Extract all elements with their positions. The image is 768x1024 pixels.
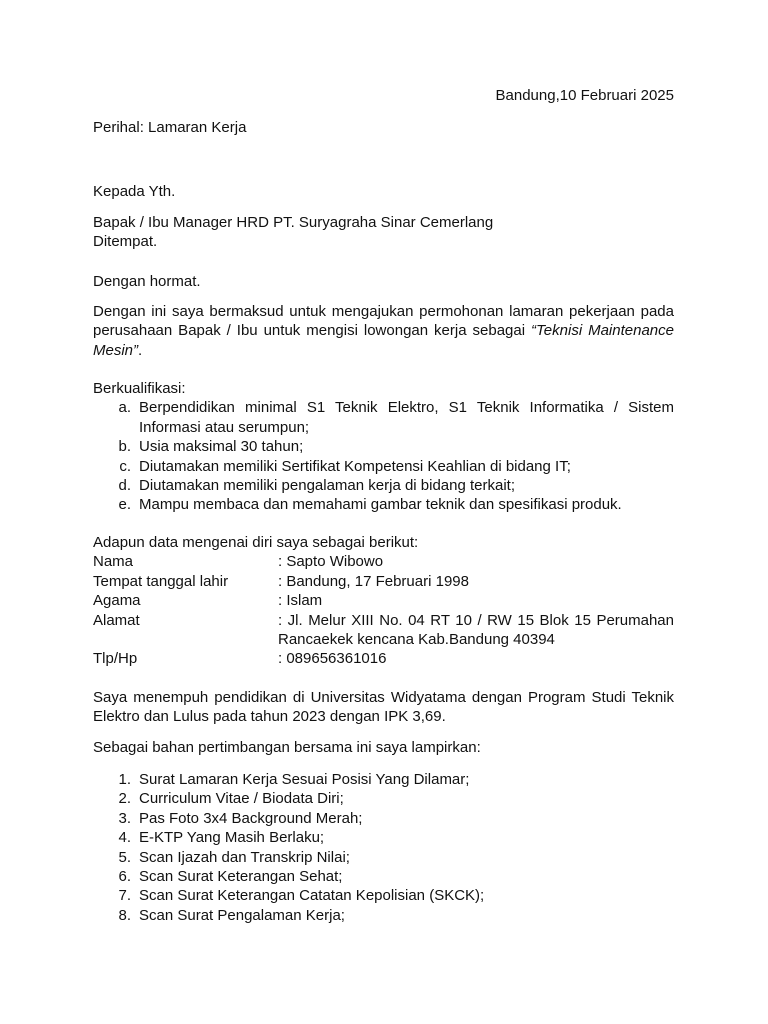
intro-text: Dengan ini saya bermaksud untuk mengajukan permohonan lamaran pekerjaan pada perusahaan Bapak / Ibu untuk mengisi lowongan kerja sebagai xyxy=(93,303,674,340)
list-marker: 6. xyxy=(118,868,131,886)
recipient-block xyxy=(93,213,674,252)
letter-date: Bandung,10 Februari 2025 xyxy=(495,87,674,104)
intro-paragraph xyxy=(93,302,674,360)
list-item-text: E-KTP Yang Masih Berlaku; xyxy=(139,829,325,847)
table-row xyxy=(93,649,674,668)
list-item-text: Usia maksimal 30 tahun; xyxy=(139,438,304,456)
recipient-place: Ditempat. xyxy=(93,233,158,251)
list-item-text: Diutamakan memiliki Sertifikat Kompetensi Keahlian di bidang IT; xyxy=(139,457,571,475)
data-value: : 089656361016 xyxy=(278,650,387,668)
list-marker: 7. xyxy=(118,887,131,905)
list-marker: a. xyxy=(118,399,131,417)
list-item xyxy=(93,867,674,886)
list-marker: e. xyxy=(118,496,131,514)
table-row xyxy=(93,611,674,650)
list-marker: b. xyxy=(118,438,131,456)
recipient-greeting: Kepada Yth. xyxy=(93,183,176,200)
list-item xyxy=(93,476,674,495)
data-label: Tlp/Hp xyxy=(93,650,138,668)
list-item xyxy=(93,809,674,828)
data-label: Tempat tanggal lahir xyxy=(93,572,229,590)
list-item xyxy=(93,770,674,789)
list-marker: 8. xyxy=(118,906,131,924)
personal-data-table xyxy=(93,552,674,668)
list-marker: 5. xyxy=(118,848,131,866)
data-value: : Jl. Melur XIII No. 04 RT 10 / RW 15 Blok 15 Perumahan Rancaekek kencana Kab.Bandung 40394 xyxy=(278,611,674,649)
list-item xyxy=(93,906,674,925)
list-marker: c. xyxy=(119,457,131,475)
personal-data-section xyxy=(93,533,674,669)
list-item xyxy=(93,398,674,437)
list-marker: 2. xyxy=(118,790,131,808)
list-item-text: Scan Surat Keterangan Catatan Kepolisian (SKCK); xyxy=(139,887,485,905)
letter-subject: Perihal: Lamaran Kerja xyxy=(93,119,247,136)
qualification-section xyxy=(93,379,674,515)
data-label: Nama xyxy=(93,553,134,571)
list-item-text: Scan Surat Pengalaman Kerja; xyxy=(139,906,345,924)
data-value: : Islam xyxy=(278,592,323,610)
intro-position: “Teknisi Maintenance Mesin” xyxy=(93,322,674,359)
attachments-heading: Sebagai bahan pertimbangan bersama ini saya lampirkan: xyxy=(93,739,481,756)
list-item xyxy=(93,828,674,847)
list-item xyxy=(93,886,674,905)
list-item-text: Scan Ijazah dan Transkrip Nilai; xyxy=(139,848,350,866)
list-item-text: Scan Surat Keterangan Sehat; xyxy=(139,868,343,886)
list-item xyxy=(93,437,674,456)
qualification-list xyxy=(93,398,674,514)
data-value: : Bandung, 17 Februari 1998 xyxy=(278,572,469,590)
table-row xyxy=(93,572,674,591)
list-item xyxy=(93,789,674,808)
list-item xyxy=(93,495,674,514)
table-row xyxy=(93,552,674,571)
attachments-list xyxy=(93,770,674,925)
data-label: Agama xyxy=(93,592,141,610)
list-item-text: Diutamakan memiliki pengalaman kerja di bidang terkait; xyxy=(139,477,516,495)
list-item xyxy=(93,848,674,867)
education-paragraph: Saya menempuh pendidikan di Universitas Widyatama dengan Program Studi Teknik Elektro dan Lulus pada tahun 2023 dengan IPK 3,69. xyxy=(93,689,674,726)
list-item-text: Surat Lamaran Kerja Sesuai Posisi Yang Dilamar; xyxy=(139,771,470,788)
salutation: Dengan hormat. xyxy=(93,273,201,290)
list-item-text: Pas Foto 3x4 Background Merah; xyxy=(139,809,363,827)
recipient-line: Bapak / Ibu Manager HRD PT. Suryagraha Sinar Cemerlang xyxy=(93,214,494,231)
personal-heading: Adapun data mengenai diri saya sebagai berikut: xyxy=(93,534,419,551)
data-label: Alamat xyxy=(93,611,140,629)
list-marker: 3. xyxy=(118,809,131,827)
list-marker: 1. xyxy=(118,771,131,788)
data-value: : Sapto Wibowo xyxy=(278,553,384,571)
list-item-text: Mampu membaca dan memahami gambar teknik dan spesifikasi produk. xyxy=(139,496,622,514)
list-item-text: Curriculum Vitae / Biodata Diri; xyxy=(139,790,344,808)
list-item-text: Berpendidikan minimal S1 Teknik Elektro, S1 Teknik Informatika / Sistem Informasi atau serumpun; xyxy=(139,399,674,436)
qualification-heading: Berkualifikasi: xyxy=(93,380,186,397)
table-row xyxy=(93,591,674,610)
list-marker: 4. xyxy=(118,829,131,847)
list-item xyxy=(93,457,674,476)
list-marker: d. xyxy=(118,477,131,495)
intro-end: . xyxy=(138,341,143,359)
